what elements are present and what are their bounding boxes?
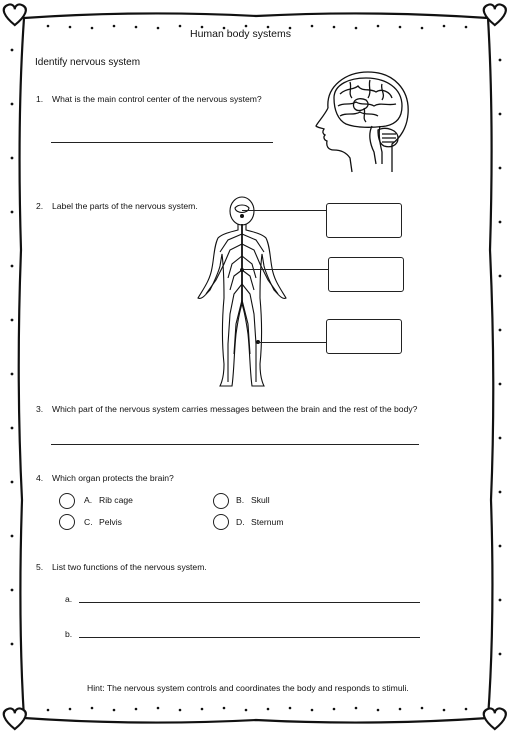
border-dot — [499, 113, 502, 116]
question-1-text: What is the main control center of the nervous system? — [52, 94, 262, 104]
answer-b-line[interactable] — [79, 637, 420, 638]
border-dot — [499, 167, 502, 170]
border-dot — [399, 26, 402, 29]
heart-icon — [484, 4, 506, 25]
border-dot — [333, 26, 336, 29]
border-dot — [157, 707, 160, 710]
border-dot — [289, 707, 292, 710]
option-d-label: Sternum — [251, 517, 284, 527]
border-dot — [377, 25, 380, 28]
border-dot — [465, 708, 468, 711]
border-dot — [11, 643, 14, 646]
option-c-label: Pelvis — [99, 517, 122, 527]
question-1-answer-line[interactable] — [51, 142, 273, 143]
hint-text: Hint: The nervous system controls and coordinates the body and responds to stimuli. — [87, 683, 409, 693]
border-dot — [11, 103, 14, 106]
border-dot — [499, 383, 502, 386]
border-dot — [499, 221, 502, 224]
border-dot — [245, 25, 248, 28]
border-dot — [11, 427, 14, 430]
border-dot — [179, 25, 182, 28]
option-b-label: Skull — [251, 495, 270, 505]
question-4-text: Which organ protects the brain? — [52, 473, 174, 483]
option-c-radio[interactable] — [59, 514, 75, 530]
answer-a-line[interactable] — [79, 602, 420, 603]
question-3-number: 3. — [36, 404, 44, 414]
border-dot — [113, 709, 116, 712]
question-3-text: Which part of the nervous system carries messages between the brain and the rest of the body? — [52, 404, 418, 414]
border-dot — [11, 589, 14, 592]
option-b-radio[interactable] — [213, 493, 229, 509]
border-dot — [179, 709, 182, 712]
border-dot — [91, 27, 94, 30]
border-dot — [499, 491, 502, 494]
heart-icon — [4, 4, 26, 25]
border-dot — [135, 708, 138, 711]
border-dot — [69, 708, 72, 711]
border-dot — [11, 211, 14, 214]
border-dot — [201, 708, 204, 711]
border-dot — [157, 27, 160, 30]
border-dot — [499, 599, 502, 602]
border-dot — [399, 708, 402, 711]
border-dot — [47, 25, 50, 28]
page-title: Human body systems — [190, 28, 291, 40]
label-box-brain[interactable] — [326, 203, 402, 238]
border-dot — [421, 27, 424, 30]
border-dot — [11, 481, 14, 484]
border-dot — [11, 319, 14, 322]
border-dot — [355, 27, 358, 30]
border-dot — [69, 26, 72, 29]
option-a-radio[interactable] — [59, 493, 75, 509]
question-5-number: 5. — [36, 562, 44, 572]
border-dot — [443, 25, 446, 28]
question-3-answer-line[interactable] — [51, 444, 419, 445]
border-dot — [245, 709, 248, 712]
heart-icon — [484, 708, 506, 729]
border-dot — [11, 535, 14, 538]
answer-b-label: b. — [65, 629, 73, 639]
border-dot — [333, 708, 336, 711]
label-box-spinal-cord[interactable] — [328, 257, 404, 292]
border-dot — [91, 707, 94, 710]
border-dot — [499, 59, 502, 62]
label-connector — [242, 269, 328, 270]
nervous-system-body-illustration — [192, 194, 292, 390]
border-dot — [443, 709, 446, 712]
border-dot — [47, 709, 50, 712]
question-2-text: Label the parts of the nervous system. — [52, 201, 198, 211]
border-dot — [11, 49, 14, 52]
section-heading: Identify nervous system — [35, 57, 141, 68]
border-dot — [11, 265, 14, 268]
label-connector — [258, 342, 326, 343]
border-dot — [499, 653, 502, 656]
label-box-nerves[interactable] — [326, 319, 402, 354]
label-connector — [242, 210, 326, 211]
border-dot — [311, 25, 314, 28]
heart-icon — [4, 708, 26, 729]
question-4-number: 4. — [36, 473, 44, 483]
border-dot — [499, 545, 502, 548]
border-dot — [499, 275, 502, 278]
border-dot — [499, 437, 502, 440]
border-dot — [311, 709, 314, 712]
border-dot — [421, 707, 424, 710]
head-brain-illustration — [306, 68, 416, 178]
border-dot — [11, 373, 14, 376]
option-a-label: Rib cage — [99, 495, 133, 505]
question-2-number: 2. — [36, 201, 44, 211]
border-dot — [135, 26, 138, 29]
border-dot — [465, 26, 468, 29]
option-a-letter: A. — [84, 495, 93, 505]
border-dot — [113, 25, 116, 28]
question-1-number: 1. — [36, 94, 44, 104]
question-5-text: List two functions of the nervous system. — [52, 562, 207, 572]
border-dot — [377, 709, 380, 712]
border-dot — [267, 708, 270, 711]
option-b-letter: B. — [236, 495, 245, 505]
answer-a-label: a. — [65, 594, 73, 604]
option-d-letter: D. — [236, 517, 245, 527]
option-d-radio[interactable] — [213, 514, 229, 530]
border-dot — [499, 329, 502, 332]
option-c-letter: C. — [84, 517, 93, 527]
border-dot — [11, 157, 14, 160]
border-dot — [223, 707, 226, 710]
border-dot — [355, 707, 358, 710]
